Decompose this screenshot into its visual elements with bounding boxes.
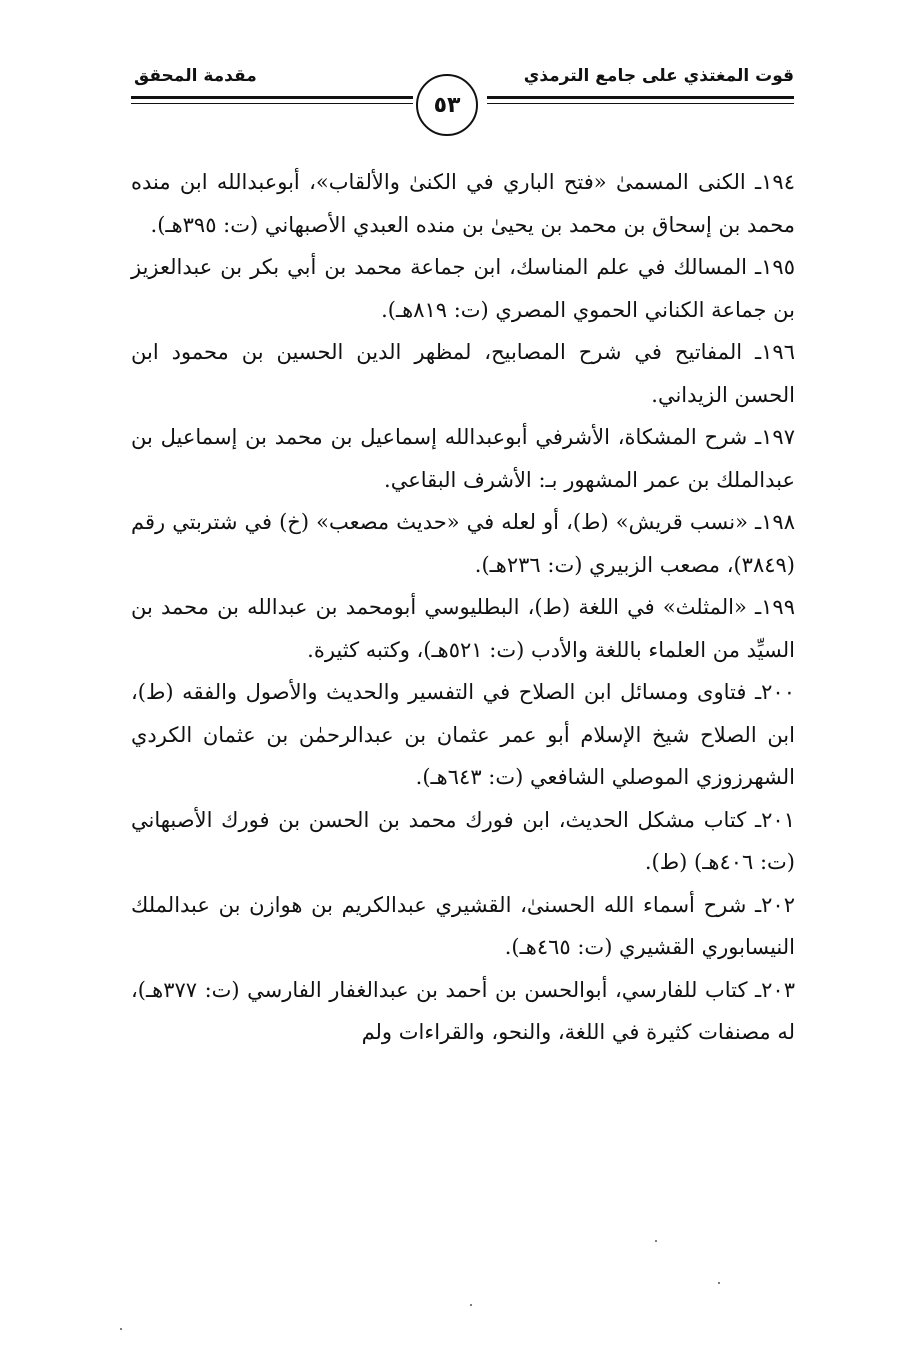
scan-speck (655, 1240, 657, 1242)
bibliography-entry: ١٩٨ـ «نسب قريش» (ط)، أو لعله في «حديث مصعب» (خ) في شتربتي رقم (٣٨٤٩)، مصعب الزبيري (ت: ٢٣٦هـ). (131, 510, 795, 577)
bibliography-entry: ٢٠٣ـ كتاب للفارسي، أبوالحسن بن أحمد بن عبدالغفار الفارسي (ت: ٣٧٧هـ)، له مصنفات كثيرة في اللغة، والنحو، والقراءات ولم (131, 977, 795, 1044)
main-text (131, 161, 795, 1054)
header-rule-right-thin (487, 103, 794, 104)
header-rule-left-thick (131, 96, 413, 99)
header-rule-left-thin (131, 103, 413, 104)
bibliography-entry: ١٩٦ـ المفاتيح في شرح المصابيح، لمظهر الدين الحسين بن محمود ابن الحسن الزيداني. (131, 340, 795, 407)
running-header-section-title: مقدمة المحقق (134, 66, 257, 86)
scan-speck (718, 1282, 720, 1284)
bibliography-entry: ١٩٥ـ المسالك في علم المناسك، ابن جماعة محمد بن أبي بكر بن عبدالعزيز بن جماعة الكناني الحموي المصري (ت: ٨١٩هـ). (131, 255, 795, 322)
page-number-circle (416, 74, 478, 136)
scan-speck (120, 1328, 122, 1330)
running-header-book-title: قوت المغتذي على جامع الترمذي (523, 66, 794, 86)
bibliography-entry: ١٩٧ـ شرح المشكاة، الأشرفي أبوعبدالله إسماعيل بن محمد بن إسماعيل بن عبدالملك بن عمر المشهور بـ: الأشرف البقاعي. (131, 425, 795, 492)
bibliography-entry: ٢٠٢ـ شرح أسماء الله الحسنىٰ، القشيري عبدالكريم بن هوازن بن عبدالملك النيسابوري القشيري (ت: ٤٦٥هـ). (131, 892, 795, 959)
header-rule-right-thick (487, 96, 794, 99)
bibliography-entry: ٢٠٠ـ فتاوى ومسائل ابن الصلاح في التفسير والحديث والأصول والفقه (ط)، ابن الصلاح شيخ الإسلام أبو عمر عثمان بن عبدالرحمٰن بن عثمان الكردي الشهرزوزي الموصلي الشافعي (ت: ٦٤٣هـ). (131, 680, 795, 789)
bibliography-entry: ١٩٩ـ «المثلث» في اللغة (ط)، البطليوسي أبومحمد بن عبدالله بن محمد بن السيِّد من العلماء باللغة والأدب (ت: ٥٢١هـ)، وكتبه كثيرة. (131, 595, 795, 662)
bibliography-entry: ٢٠١ـ كتاب مشكل الحديث، ابن فورك محمد بن الحسن بن فورك الأصبهاني (ت: ٤٠٦هـ) (ط). (131, 807, 795, 874)
page-number: ٥٣ (433, 92, 461, 118)
scan-speck (470, 1304, 472, 1306)
bibliography-entry: ١٩٤ـ الكنى المسمىٰ «فتح الباري في الكنىٰ والألقاب»، أبوعبدالله ابن منده محمد بن إسحاق بن محمد بن يحيىٰ بن منده العبدي الأصبهاني (ت: ٣٩٥هـ). (131, 170, 795, 237)
